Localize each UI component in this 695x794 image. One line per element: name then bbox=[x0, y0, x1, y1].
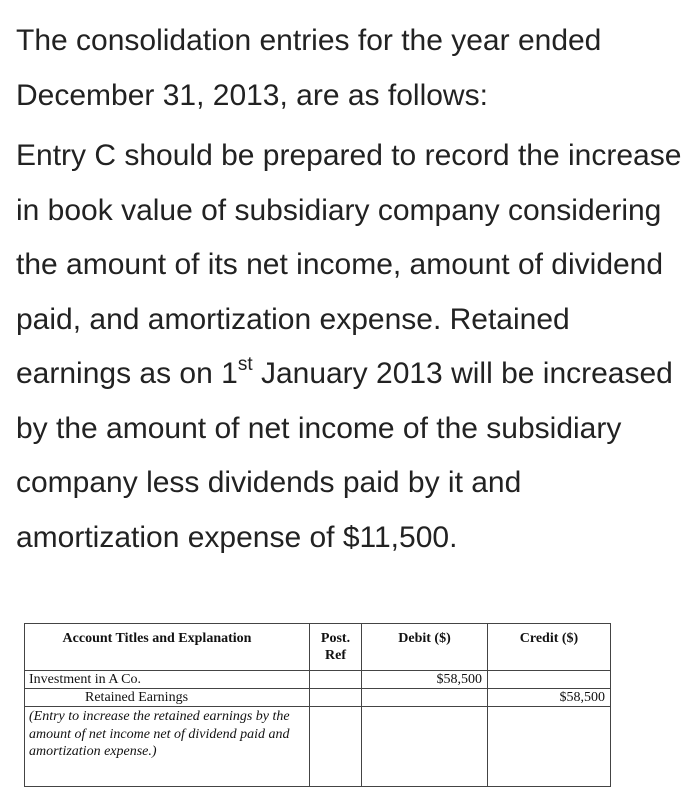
row-debit-empty bbox=[362, 707, 488, 787]
journal-header-row bbox=[25, 624, 611, 671]
row-credit: $58,500 bbox=[488, 689, 611, 707]
intro-text-after-sup: January 2013 will be increased by the amount of net income of the subsidiary company less dividends paid by it and amortization expense of $11,500. bbox=[16, 357, 673, 554]
journal-entry-table bbox=[24, 623, 611, 787]
row-account: Retained Earnings bbox=[25, 689, 310, 707]
table-row bbox=[25, 689, 611, 707]
row-post-ref bbox=[310, 689, 362, 707]
intro-paragraph-2 bbox=[16, 129, 688, 565]
row-credit-empty bbox=[488, 707, 611, 787]
ordinal-suffix: st bbox=[237, 354, 253, 375]
row-debit: $58,500 bbox=[362, 671, 488, 689]
row-credit bbox=[488, 671, 611, 689]
table-row bbox=[25, 671, 611, 689]
header-account-titles: Account Titles and Explanation bbox=[25, 624, 310, 671]
intro-line-1: The consolidation entries for the year ended December 31, 2013, are as follows: bbox=[16, 24, 602, 112]
row-explanation: (Entry to increase the retained earnings by the amount of net income net of dividend paid and amortization expense.) bbox=[25, 707, 310, 787]
table-row bbox=[25, 707, 611, 787]
header-credit: Credit ($) bbox=[488, 624, 611, 671]
header-debit: Debit ($) bbox=[362, 624, 488, 671]
header-post-ref: Post. Ref bbox=[310, 624, 362, 671]
row-post-ref bbox=[310, 671, 362, 689]
row-debit bbox=[362, 689, 488, 707]
row-post-ref-empty bbox=[310, 707, 362, 787]
intro-text bbox=[16, 14, 688, 565]
intro-text-before-sup: Entry C should be prepared to record the increase in book value of subsidiary company considering the amount of its net income, amount of dividend paid, and amortization expense. Retained earnings as on 1 bbox=[16, 139, 682, 390]
row-account: Investment in A Co. bbox=[25, 671, 310, 689]
